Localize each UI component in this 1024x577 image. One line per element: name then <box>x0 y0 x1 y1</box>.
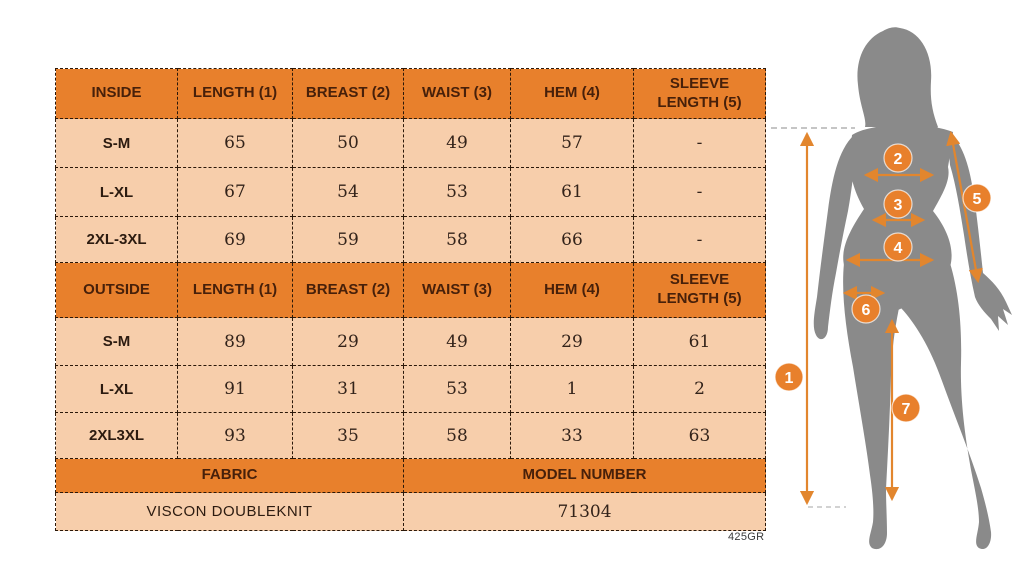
table-footer-header-row <box>56 459 766 493</box>
value-cell: 49 <box>404 318 511 366</box>
value-cell: 53 <box>404 168 511 217</box>
model-number-header-cell: MODEL NUMBER <box>404 459 766 493</box>
header-cell: BREAST (2) <box>293 263 404 318</box>
table-row <box>56 366 766 413</box>
value-cell: 89 <box>178 318 293 366</box>
header-cell: LENGTH (1) <box>178 263 293 318</box>
marker-2-label: 2 <box>893 151 903 168</box>
value-cell: 57 <box>511 119 634 168</box>
value-cell: - <box>634 217 766 263</box>
value-cell: 29 <box>511 318 634 366</box>
fabric-header-cell: FABRIC <box>56 459 404 493</box>
measure-marker-3 <box>884 190 912 218</box>
value-cell: 59 <box>293 217 404 263</box>
value-cell: 91 <box>178 366 293 413</box>
table-row <box>56 413 766 459</box>
table-row <box>56 119 766 168</box>
table-footer-value-row <box>56 493 766 531</box>
weight-footnote: 425GR <box>728 531 765 543</box>
marker-1-label: 1 <box>784 370 794 387</box>
value-cell: 31 <box>293 366 404 413</box>
size-cell: L-XL <box>56 366 178 413</box>
value-cell: 1 <box>511 366 634 413</box>
table-header-row-outside <box>56 263 766 318</box>
value-cell: 49 <box>404 119 511 168</box>
value-cell: 58 <box>404 217 511 263</box>
table-row <box>56 318 766 366</box>
size-chart-table <box>55 68 766 531</box>
header-cell: WAIST (3) <box>404 263 511 318</box>
value-cell: - <box>634 168 766 217</box>
marker-5-label: 5 <box>972 191 982 208</box>
value-cell: 93 <box>178 413 293 459</box>
marker-3-label: 3 <box>893 197 903 214</box>
value-cell: 54 <box>293 168 404 217</box>
value-cell: 2 <box>634 366 766 413</box>
value-cell: 61 <box>634 318 766 366</box>
measure-marker-5 <box>963 184 991 212</box>
value-cell: 63 <box>634 413 766 459</box>
table-row <box>56 168 766 217</box>
marker-6-label: 6 <box>861 302 871 319</box>
measurement-figure <box>770 15 1024 565</box>
fabric-value-cell: VISCON DOUBLEKNIT <box>56 493 404 531</box>
measure-marker-1 <box>775 363 803 391</box>
header-cell: SLEEVE LENGTH (5) <box>634 263 766 318</box>
size-cell: S-M <box>56 119 178 168</box>
value-cell: 65 <box>178 119 293 168</box>
value-cell: 67 <box>178 168 293 217</box>
value-cell: 61 <box>511 168 634 217</box>
header-cell: LENGTH (1) <box>178 69 293 119</box>
model-number-value-cell: 71304 <box>404 493 766 531</box>
header-cell: HEM (4) <box>511 69 634 119</box>
measure-marker-7 <box>892 394 920 422</box>
measure-marker-6 <box>852 295 880 323</box>
header-cell: OUTSIDE <box>56 263 178 318</box>
value-cell: 66 <box>511 217 634 263</box>
size-cell: L-XL <box>56 168 178 217</box>
measure-marker-4 <box>884 233 912 261</box>
size-cell: 2XL3XL <box>56 413 178 459</box>
size-cell: S-M <box>56 318 178 366</box>
header-cell: BREAST (2) <box>293 69 404 119</box>
header-cell: SLEEVE LENGTH (5) <box>634 69 766 119</box>
female-silhouette <box>814 27 1012 549</box>
value-cell: 33 <box>511 413 634 459</box>
marker-7-label: 7 <box>901 401 911 418</box>
value-cell: - <box>634 119 766 168</box>
value-cell: 29 <box>293 318 404 366</box>
value-cell: 69 <box>178 217 293 263</box>
measure-marker-2 <box>884 144 912 172</box>
silhouette-hair-head <box>857 27 938 131</box>
header-cell: INSIDE <box>56 69 178 119</box>
value-cell: 50 <box>293 119 404 168</box>
marker-4-label: 4 <box>893 240 903 257</box>
value-cell: 35 <box>293 413 404 459</box>
value-cell: 58 <box>404 413 511 459</box>
size-cell: 2XL-3XL <box>56 217 178 263</box>
table-header-row-inside <box>56 69 766 119</box>
header-cell: HEM (4) <box>511 263 634 318</box>
table-row <box>56 217 766 263</box>
header-cell: WAIST (3) <box>404 69 511 119</box>
value-cell: 53 <box>404 366 511 413</box>
